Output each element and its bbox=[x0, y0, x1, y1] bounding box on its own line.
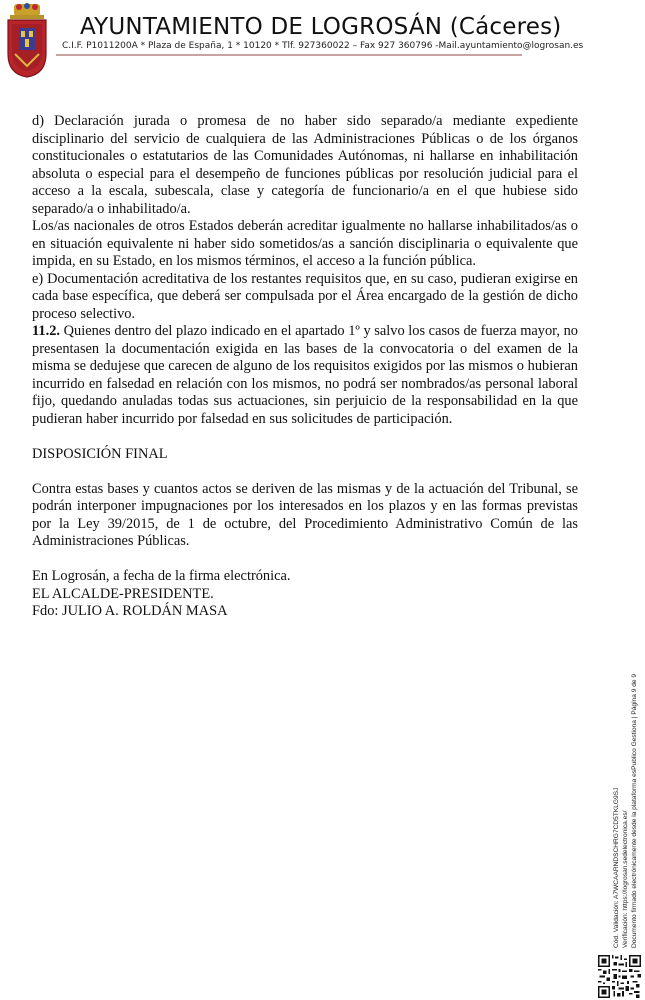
signature-name: Fdo: JULIO A. ROLDÁN MASA bbox=[32, 603, 228, 619]
validation-sidebar bbox=[613, 674, 639, 948]
header-divider bbox=[56, 54, 522, 56]
paragraph-requirement-e: e) Documentación acreditativa de los restantes requisitos que, en su caso, pudieran exigirse en cada base específica, que deberá ser compulsada por el Área encargado de la gestión de dicho proceso selectivo. bbox=[32, 270, 578, 322]
coat-of-arms-logo bbox=[4, 2, 50, 78]
electronic-signature-note: Documento firmado electrónicamente desde la plataforma esPublico Gestiona | Página 9 de 9 bbox=[630, 673, 638, 948]
verification-link[interactable]: Verificación: https://logrosan.sedelectronica.es/ bbox=[621, 810, 629, 948]
contact-details: C.I.F. P1011200A * Plaza de España, 1 * 10120 * Tlf. 927360022 – Fax 927 360796 -Mail.ayuntamiento@logrosan.es bbox=[62, 41, 584, 51]
paragraph-appeals: Contra estas bases y cuantos actos se deriven de las mismas y de la actuación del Tribunal, se podrán interponer impugnaciones por los interesados en los plazos y en las formas previstas por la Ley 39/2015, de 1 de octubre, del Procedimiento Administrativo Común de las Administraciones Públicas. bbox=[32, 480, 578, 549]
clause-number: 11.2. bbox=[32, 323, 60, 339]
paragraph-foreign-nationals: Los/as nacionales de otros Estados deberán acreditar igualmente no hallarse inhabilitados/as o en situación equivalente ni haber sido sometidos/as a sanción disciplinaria o equivalente que impida, en su Estado, en los mismos términos, el acceso a la función pública. bbox=[32, 218, 578, 269]
signature-role: EL ALCALDE-PRESIDENTE. bbox=[32, 585, 214, 602]
validation-code: Cód. Validación: A7WCAARNDSCHRG7CD5TKLG9SJ bbox=[613, 787, 620, 948]
clause-text: Quienes dentro del plazo indicado en el apartado 1º y salvo los casos de fuerza mayor, no presentasen la documentación exigida en las bases de la convocatoria o del examen de la misma se dedujese que carecen de alguno de los requisitos exigidos por las mismos o hubieran incurrido en falsedad en relación con los mismos, no podrá ser nombrados/as personal laboral fijo, quedando anuladas todas sus actuaciones, sin perjuicio de la responsabilidad en la que pudieran haber incurrido por falsedad en sus solicitudes de participación. bbox=[32, 323, 578, 427]
section-heading: DISPOSICIÓN FINAL bbox=[32, 445, 168, 462]
paragraph-requirement-d: d) Declaración jurada o promesa de no haber sido separado/a mediante expediente disciplinario del servicio de cualquiera de las Administraciones Públicas o de los órganos constitucionales o estatutarios de las Comunidades Autónomas, ni hallarse en inhabilitación absoluta o especial para el desempeño de funciones públicas por resolución judicial para el acceso a la escala, subescala, clase y categoría de funcionario/a en el que hubiese sido separado/a o inhabilitado/a. bbox=[32, 113, 578, 217]
document-body bbox=[32, 113, 578, 621]
signature-place-date: En Logrosán, a fecha de la firma electrónica. bbox=[32, 568, 291, 584]
municipality-title: AYUNTAMIENTO DE LOGROSÁN (Cáceres) bbox=[80, 14, 562, 40]
paragraph-11-2 bbox=[32, 323, 578, 428]
qr-code-icon bbox=[598, 955, 641, 998]
